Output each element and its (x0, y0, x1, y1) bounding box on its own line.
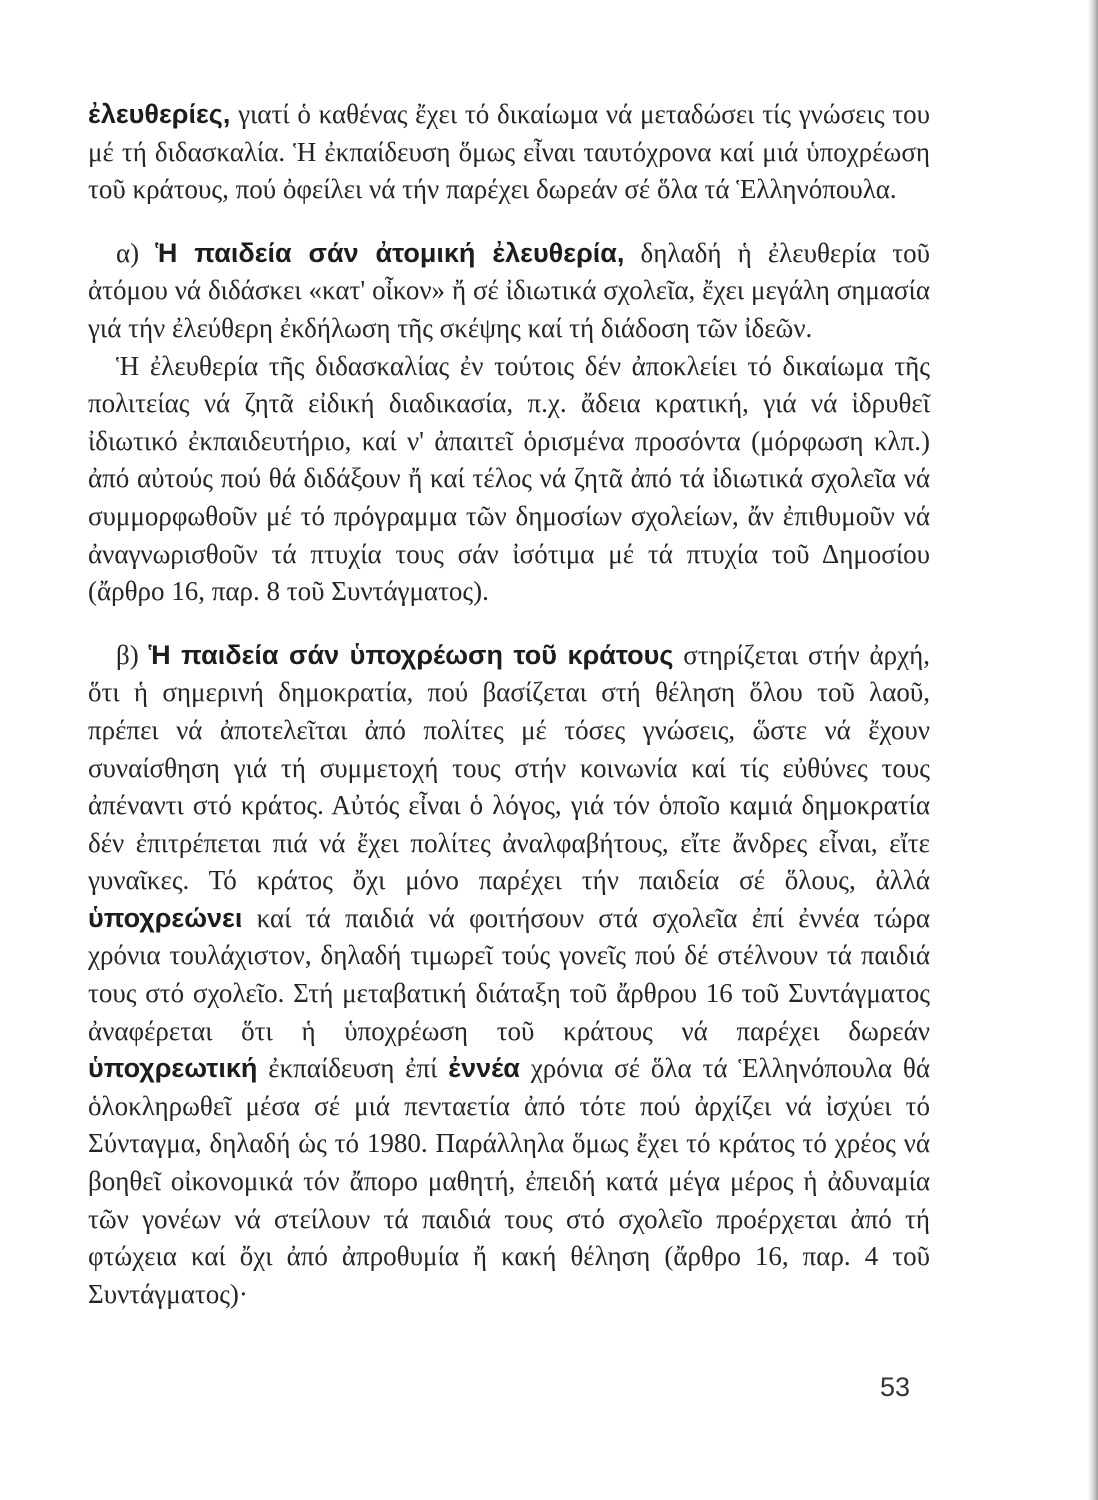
paragraph-text: ἐκπαίδευση ἐπί (257, 1053, 449, 1084)
paragraph-intro (88, 96, 930, 209)
page-body (88, 96, 930, 1313)
bold-term: ἐλευθερίες, (88, 99, 231, 129)
page-number: 53 (880, 1372, 911, 1402)
paragraph-text: χρόνια σέ ὅλα τά Ἑλληνόπουλα θά ὁλοκληρωθεῖ μέσα σέ μιά πενταετία ἀπό τότε πού ἀρχίζει νά ἰσχύει τό Σύνταγμα, δηλαδή ὡς τό 1980. Παράλληλα ὅμως ἔχει τό κράτος τό χρέος νά βοηθεῖ οἰκονομικά τόν ἄπορο μαθητή, ἐπειδή κατά μέγα μέρος ἡ ἀδυναμία τῶν γονέων νά στείλουν τά παιδιά τους στό σχολεῖο προέρχεται ἀπό τή φτώχεια καί ὄχι ἀπό ἀπροθυμία ἤ κακή θέληση (ἄρθρο 16, παρ. 4 τοῦ Συντάγματος)· (88, 1053, 930, 1309)
section-heading: Ἡ παιδεία σάν ὑποχρέωση τοῦ κράτους (148, 639, 674, 670)
paragraph-freedom (88, 348, 930, 611)
bold-term: ὑποχρεώνει (88, 902, 243, 933)
bold-term: ὑποχρεωτική (88, 1053, 258, 1084)
bold-term: ἐννέα (448, 1053, 520, 1084)
paragraph-beta (88, 637, 930, 1314)
paragraph-text: καί τά παιδιά νά φοιτήσουν στά σχολεῖα ἐπί ἐννέα τώρα χρόνια τουλάχιστον, δηλαδή τιμωρεῖ τούς γονεῖς πού δέ στέλνουν τά παιδιά τους στό σχολεῖο. Στή μεταβατική διάταξη τοῦ ἄρθρου 16 τοῦ Συντάγματος ἀναφέρεται ὅτι ἡ ὑποχρέωση τοῦ κράτους νά παρέχει δωρεάν (88, 902, 930, 1046)
list-marker: α) (116, 237, 156, 268)
paragraph-text: δηλαδή ἡ ἐλευθερία τοῦ ἀτόμου νά διδάσκει «κατ' οἶκον» ἤ σέ ἰδιωτικά σχολεῖα, ἔχει μεγάλη σημασία γιά τήν ἐλεύθερη ἐκδήλωση τῆς σκέψης καί τή διάδοση τῶν ἰδεῶν. (88, 237, 930, 343)
list-marker: β) (116, 639, 149, 670)
page-edge (1088, 0, 1098, 1500)
section-heading: Ἡ παιδεία σάν ἀτομική ἐλευθερία, (155, 237, 625, 268)
paragraph-text: Ἡ ἐλευθερία τῆς διδασκαλίας ἐν τούτοις δέν ἀποκλείει τό δικαίωμα τῆς πολιτείας νά ζητᾶ εἰδική διαδικασία, π.χ. ἄδεια κρατική, γιά νά ἱδρυθεῖ ἰδιωτικό ἐκπαιδευτήριο, καί ν' ἀπαιτεῖ ὁρισμένα προσόντα (μόρφωση κλπ.) ἀπό αὐτούς πού θά διδάξουν ἤ καί τέλος νά ζητᾶ ἀπό τά ἰδιωτικά σχολεῖα νά συμμορφωθοῦν μέ τό πρόγραμμα τῶν δημοσίων σχολείων, ἄν ἐπιθυμοῦν νά ἀναγνωρισθοῦν τά πτυχία τους σάν ἰσότιμα μέ τά πτυχία τοῦ Δημοσίου (ἄρθρο 16, παρ. 8 τοῦ Συντάγματος). (88, 350, 930, 607)
paragraph-alpha (88, 235, 930, 348)
paragraph-text: στηρίζεται στήν ἀρχή, ὅτι ἡ σημερινή δημοκρατία, πού βασίζεται στή θέληση ὅλου τοῦ λαοῦ, πρέπει νά ἀποτελεῖται ἀπό πολίτες μέ τόσες γνώσεις, ὥστε νά ἔχουν συναίσθηση γιά τή συμμετοχή τους στήν κοινωνία καί τίς εὐθύνες τους ἀπέναντι στό κράτος. Αὐτός εἶναι ὁ λόγος, γιά τόν ὁποῖο καμιά δημοκρατία δέν ἐπιτρέπεται πιά νά ἔχει πολίτες ἀναλφαβήτους, εἴτε ἄνδρες εἶναι, εἴτε γυναῖκες. Τό κράτος ὄχι μόνο παρέχει τήν παιδεία σέ ὅλους, ἀλλά (88, 639, 931, 896)
paragraph-text: γιατί ὁ καθένας ἔχει τό δικαίωμα νά μεταδώσει τίς γνώσεις του μέ τή διδασκαλία. Ἡ ἐκπαίδευση ὅμως εἶναι ταυτόχρονα καί μιά ὑποχρέωση τοῦ κράτους, πού ὀφείλει νά τήν παρέχει δωρεάν σέ ὅλα τά Ἑλληνόπουλα. (88, 99, 930, 205)
body-text (88, 96, 930, 1313)
